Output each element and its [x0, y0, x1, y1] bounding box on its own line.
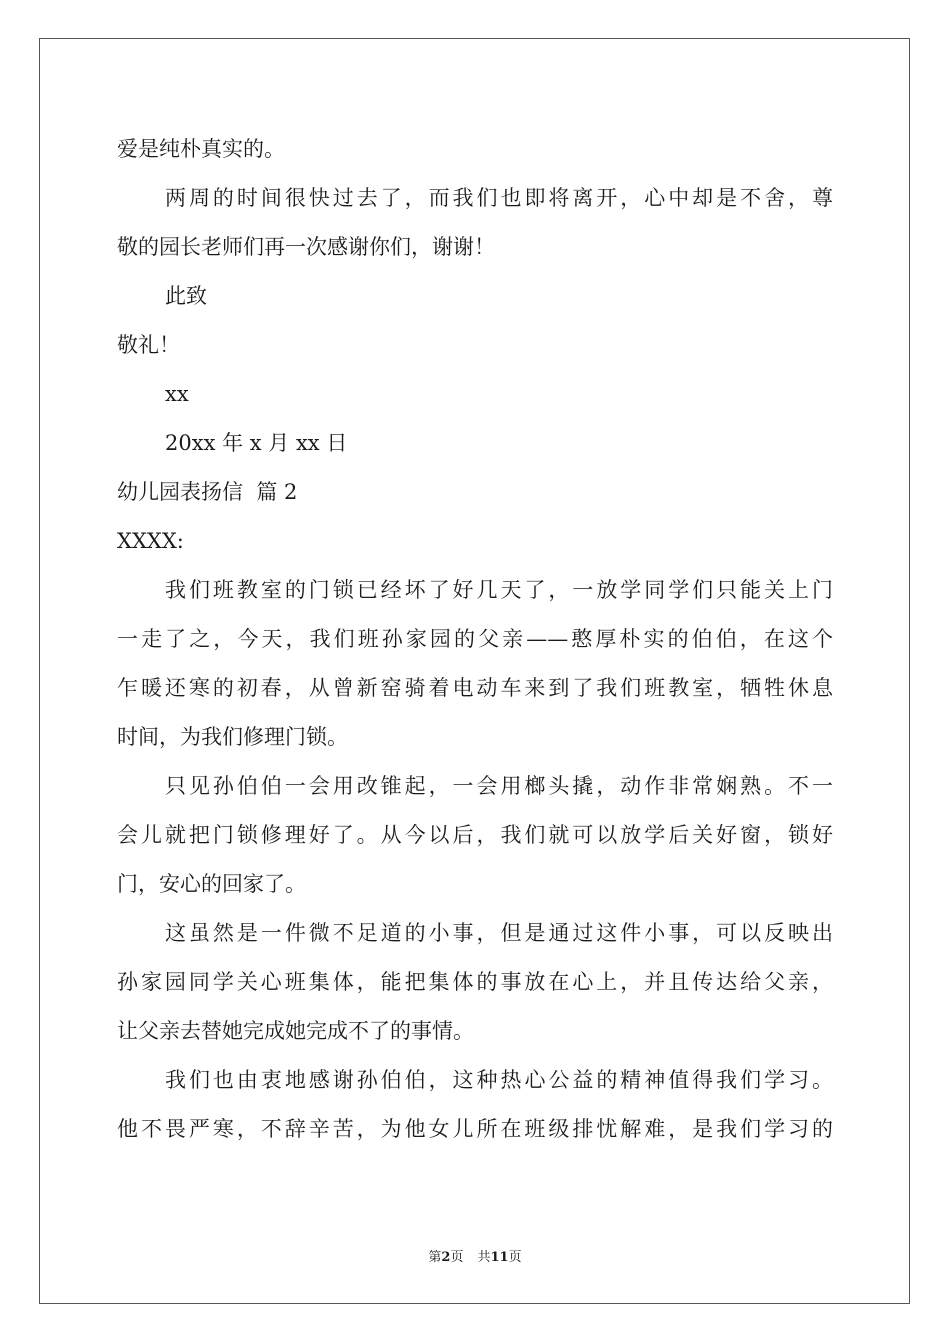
- signature-name: xx: [165, 382, 189, 406]
- page-number: 2: [441, 1250, 451, 1265]
- closing-salutation: 此致: [165, 284, 207, 308]
- page-prefix: 第: [428, 1250, 442, 1265]
- signature-date: 20xx 年 x 月 xx 日: [165, 431, 348, 455]
- page-suffix: 页: [450, 1250, 464, 1265]
- total-prefix: 共: [477, 1250, 491, 1265]
- letter-greeting: XXXX:: [117, 529, 184, 553]
- total-suffix: 页: [508, 1250, 522, 1265]
- paragraph-line: 孙家园同学关心班集体，能把集体的事放在心上，并且传达给父亲，: [117, 970, 833, 994]
- paragraph-line: 我们班教室的门锁已经坏了好几天了，一放学同学们只能关上门: [165, 578, 833, 602]
- paragraph-line: 门，安心的回家了。: [117, 872, 306, 896]
- paragraph-line: 他不畏严寒，不辞辛苦，为他女儿所在班级排忧解难，是我们学习的: [117, 1117, 833, 1141]
- closing-regards: 敬礼！: [117, 333, 180, 357]
- paragraph-line: 会儿就把门锁修理好了。从今以后，我们就可以放学后关好窗，锁好: [117, 823, 833, 847]
- total-pages: 11: [490, 1250, 509, 1265]
- page-footer: [0, 1248, 950, 1268]
- paragraph-line: 这虽然是一件微不足道的小事，但是通过这件小事，可以反映出: [165, 921, 833, 945]
- paragraph-line: 只见孙伯伯一会用改锥起，一会用榔头撬，动作非常娴熟。不一: [165, 774, 833, 798]
- section-title: 幼儿园表扬信 篇 2: [117, 480, 298, 504]
- document-body: [117, 125, 833, 1154]
- paragraph-line: 一走了之，今天，我们班孙家园的父亲——憨厚朴实的伯伯，在这个: [117, 627, 833, 651]
- paragraph-line: 乍暖还寒的初春，从曾新窑骑着电动车来到了我们班教室，牺牲休息: [117, 676, 833, 700]
- paragraph-line: 两周的时间很快过去了，而我们也即将离开，心中却是不舍，尊: [165, 186, 833, 210]
- paragraph-line: 爱是纯朴真实的。: [117, 137, 285, 161]
- paragraph-line: 让父亲去替她完成她完成不了的事情。: [117, 1019, 474, 1043]
- paragraph-line: 时间，为我们修理门锁。: [117, 725, 348, 749]
- paragraph-line: 我们也由衷地感谢孙伯伯，这种热心公益的精神值得我们学习。: [165, 1068, 833, 1092]
- paragraph-line: 敬的园长老师们再一次感谢你们，谢谢！: [117, 235, 495, 259]
